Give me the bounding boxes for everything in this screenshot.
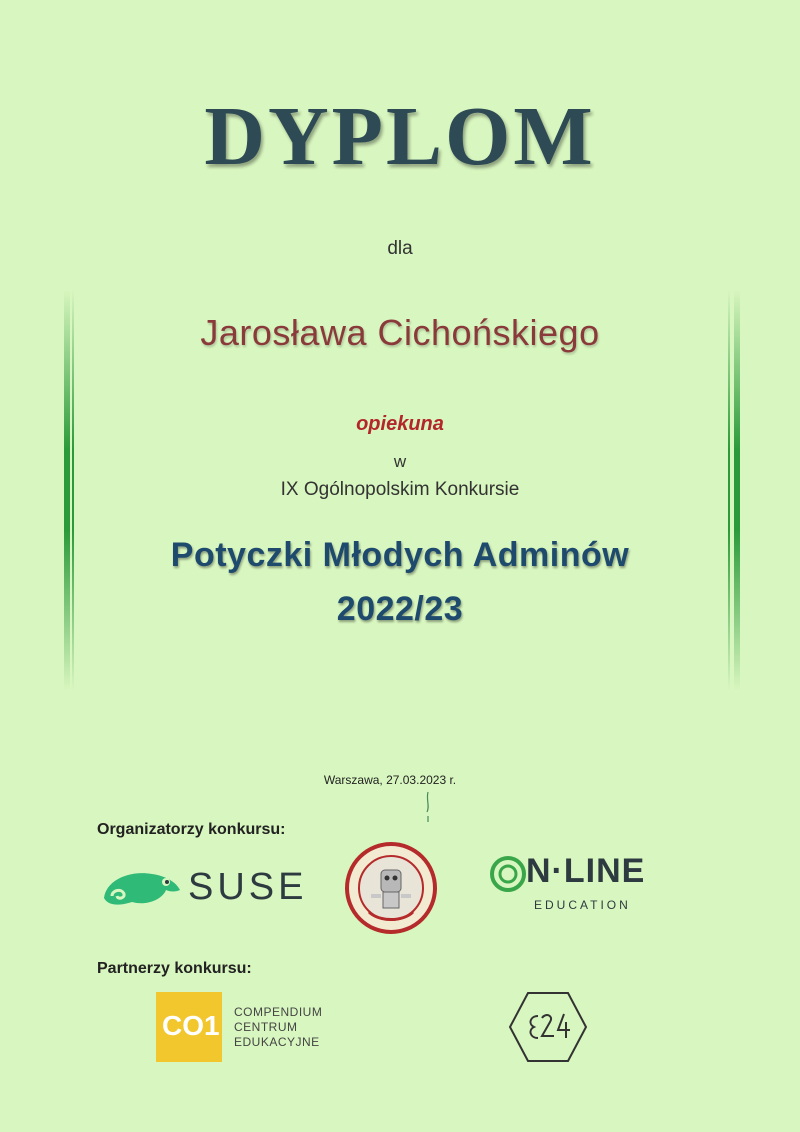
e24-hexagon-icon <box>508 990 588 1064</box>
organizers-label: Organizatorzy konkursu: <box>97 821 286 838</box>
diploma-title: DYPLOM <box>204 90 596 183</box>
recipient-name: Jarosława Cichońskiego <box>200 312 600 353</box>
online-education-logo <box>488 852 688 922</box>
in-label: w <box>393 452 407 471</box>
for-label: dla <box>387 238 413 259</box>
co1-wordmark: CO1 <box>162 1010 220 1041</box>
contest-year: 2022/23 <box>336 590 464 628</box>
recipient-role: opiekuna <box>356 413 444 435</box>
compendium-line: EDUKACYJNE <box>234 1035 320 1049</box>
compendium-line: CENTRUM <box>234 1020 298 1034</box>
partners-label: Partnerzy konkursu: <box>97 960 252 977</box>
school-seal-icon <box>343 840 439 936</box>
online-ring-icon <box>488 852 528 896</box>
compendium-line: COMPENDIUM <box>234 1005 323 1019</box>
compendium-name <box>234 1005 322 1050</box>
suse-wordmark: SUSE <box>188 866 308 908</box>
suse-logo <box>100 862 310 912</box>
contest-description: IX Ogólnopolskim Konkursie <box>280 479 520 500</box>
signature-mark <box>424 790 432 824</box>
place-and-date: Warszawa, 27.03.2023 r. <box>323 773 457 787</box>
chameleon-icon <box>100 862 184 912</box>
online-subtitle: EDUCATION <box>534 898 631 912</box>
compendium-logo-box <box>156 992 222 1062</box>
contest-name: Potyczki Młodych Adminów <box>170 536 630 574</box>
online-wordmark: N·LINE <box>526 852 646 890</box>
